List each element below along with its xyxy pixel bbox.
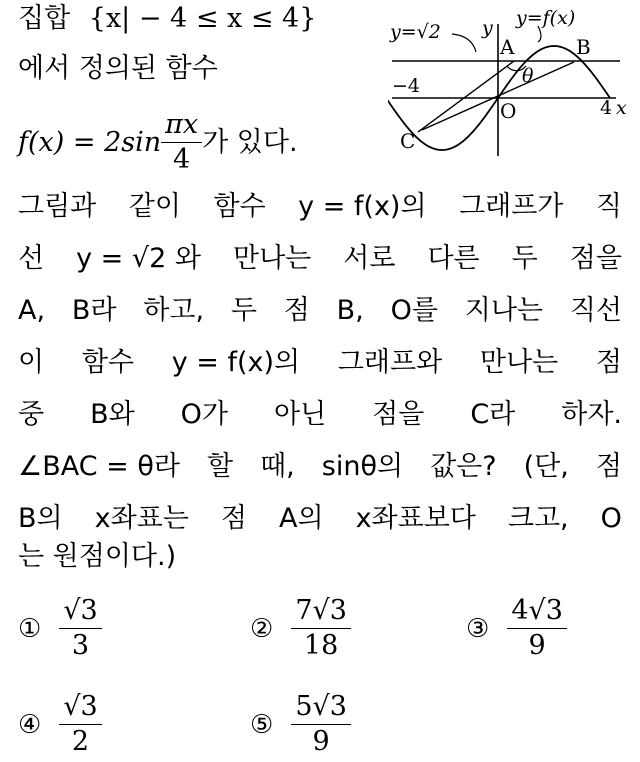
label-y-sqrt2: y=√2 [390,21,441,43]
fraction-denominator: 4 [173,144,191,175]
fraction-numerator: πx [161,108,202,143]
word: 함수 [81,347,134,378]
word: O가 [180,399,229,430]
word: 값은? [430,451,497,482]
word: 서로 [343,243,396,274]
problem-line-9 [18,450,622,484]
problem-line-4 [18,190,622,224]
word: 아닌 [274,399,327,430]
choice-fraction [507,594,567,663]
word: 같이 [128,191,181,222]
word: ∠BAC = θ라 [18,451,180,482]
choice-fraction [59,594,101,663]
label-point-b: B [576,35,591,59]
word: 점 [283,295,310,326]
word: B와 [90,399,135,430]
choice-numerator: √3 [59,594,101,629]
origin-note: 는 원점이다.) [18,541,177,572]
word: y = f(x)의 [171,347,301,378]
word: 직선 [569,295,622,326]
word: 할 [206,451,234,482]
choice-mark: ① [18,613,42,644]
word: 그래프와 [337,347,443,378]
problem-line-8 [18,398,622,432]
choice-denominator: 3 [71,630,90,661]
word: y = f(x)의 [298,191,427,222]
set-prefix: 집합 [18,3,71,34]
word: y = √2 와 [76,243,201,274]
word: A, [18,295,46,326]
word: 함수 [213,191,266,222]
word: x좌표보다 [355,503,476,534]
label-y-axis: y [482,17,493,39]
word: x좌표는 [94,503,189,534]
label-theta: θ [522,65,534,87]
word: 직 [595,191,622,222]
choice-denominator: 9 [312,726,330,757]
word: C라 [470,399,516,430]
word: O를 [390,295,438,326]
word: 점을 [372,399,425,430]
problem-line-1 [18,2,316,36]
word: 때, [260,451,295,482]
choice-mark: ② [250,613,274,644]
choice-denominator: 2 [71,726,90,757]
word: 만나는 [479,347,559,378]
word: B라 [71,295,117,326]
problem-line-6 [18,294,622,328]
function-fraction [161,108,202,177]
word: O [600,503,622,534]
word: 만나는 [232,243,312,274]
word: 점 [595,347,622,378]
word: 그림과 [18,191,97,222]
label-neg4: −4 [392,75,421,97]
choice-4[interactable] [18,690,102,759]
word: 하고, [143,295,205,326]
word: 그래프가 [459,191,564,222]
word: 점을 [569,243,622,274]
choice-5[interactable] [250,690,351,759]
word: 중 [18,399,45,430]
word: sinθ의 [321,451,404,482]
choice-denominator: 9 [528,630,546,661]
problem-line-7 [18,346,622,380]
choice-numerator: 5√3 [291,690,351,725]
choice-1[interactable] [18,594,102,663]
problem-line-3 [18,108,298,177]
choice-mark: ③ [466,613,490,644]
problem-line-10 [18,502,622,536]
label-4: 4 [600,97,613,119]
label-point-c: C [400,129,416,153]
label-origin: O [500,99,517,123]
set-expression: {x| − 4 ≤ x ≤ 4} [88,3,317,34]
choice-fraction [291,690,351,759]
word: 지나는 [464,295,543,326]
word: 다른 [427,243,480,274]
choice-mark: ④ [18,709,42,740]
problem-line-11 [18,540,176,574]
word: A의 [278,503,324,534]
word: 두 [511,243,538,274]
word: 두 [230,295,257,326]
choice-numerator: 7√3 [291,594,351,629]
label-x-axis: x [616,97,627,119]
label-y-f: y=f(x) [516,7,576,29]
function-suffix: 가 있다. [202,126,298,158]
choice-fraction [291,594,351,663]
choice-mark: ⑤ [250,709,274,740]
label-point-a: A [500,35,515,59]
word: 선 [18,243,45,274]
word: 이 [18,347,45,378]
function-definition: f(x) = 2sin [18,126,162,158]
problem-line-2 [18,52,218,86]
domain-text: 에서 정의된 함수 [18,53,218,84]
problem-line-5 [18,242,622,276]
word: B의 [18,503,63,534]
choice-numerator: √3 [59,690,101,725]
pointer-arrow-sqrt2 [452,34,476,52]
word: 점 [595,451,622,482]
graph-figure [388,4,638,164]
word: 하자. [561,399,622,430]
choice-3[interactable] [466,594,567,663]
choice-2[interactable] [250,594,351,663]
word: 점 [220,503,247,534]
choice-fraction [59,690,101,759]
choice-numerator: 4√3 [507,594,567,629]
word: (단, [523,451,569,482]
word: 크고, [507,503,569,534]
word: B, [336,295,364,326]
choice-denominator: 18 [303,630,339,661]
